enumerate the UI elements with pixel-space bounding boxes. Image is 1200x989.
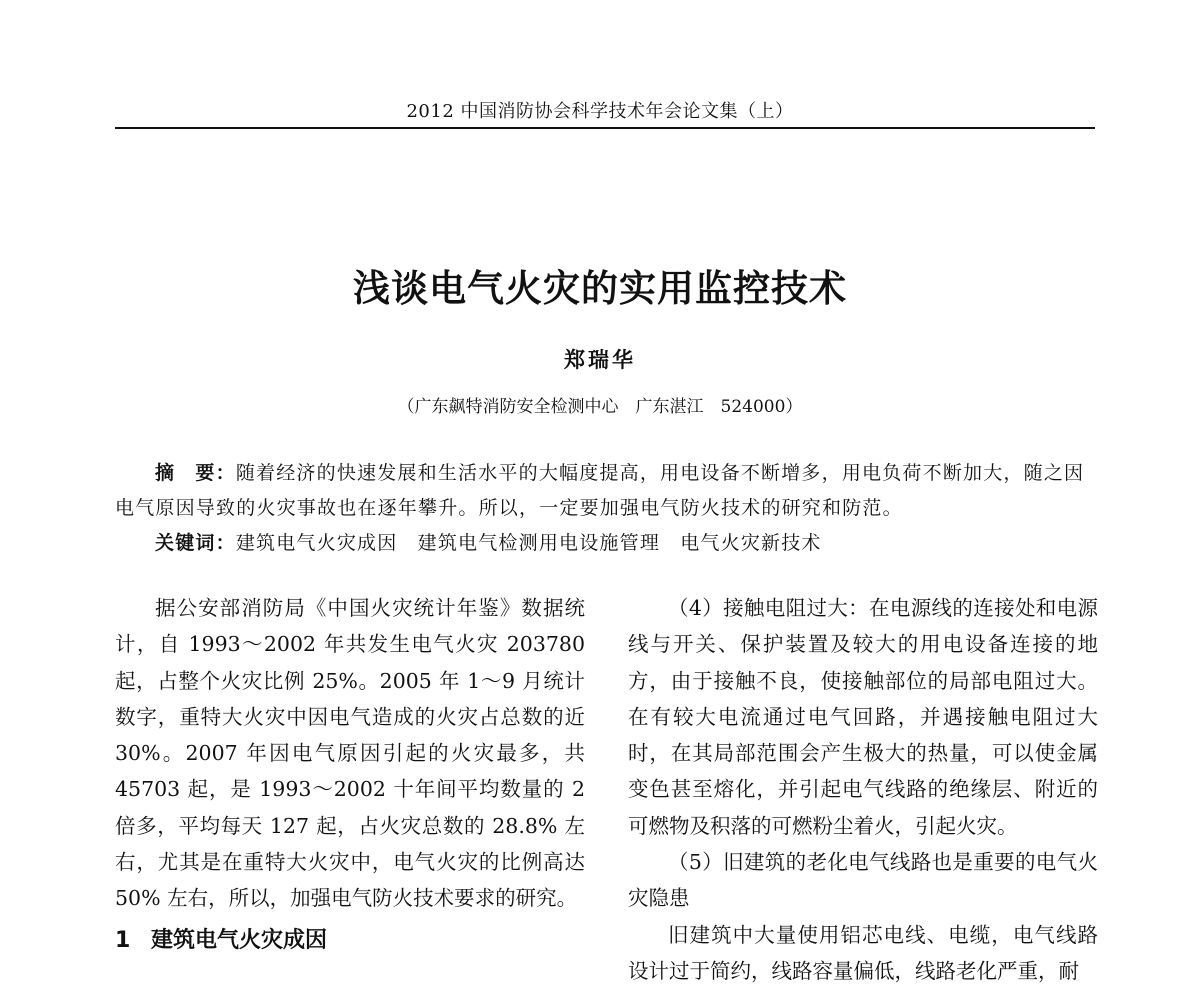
right-column <box>628 590 1098 989</box>
keywords-label: 关键词： <box>155 532 236 554</box>
abstract-block <box>115 456 1095 561</box>
intro-paragraph: 据公安部消防局《中国火灾统计年鉴》数据统计，自 1993～2002 年共发生电气火灾 203780 起，占整个火灾比例 25%。2005 年 1～9 月统计数字，重特大火灾中因电气造成的火灾占总数的近 30%。2007 年因电气原因引起的火灾最多，共 45703 起，是 1993～2002 十年间平均数量的 2 倍多，平均每天 127 起，占火灾总数的 28.8% 左右，尤其是在重特大火灾中，电气火灾的比例高达 50% 左右，所以，加强电气防火技术要求的研究。 <box>115 596 585 911</box>
abstract-text: 随着经济的快速发展和生活水平的大幅度提高，用电设备不断增多，用电负荷不断加大，随之因电气原因导致的火灾事故也在逐年攀升。所以，一定要加强电气防火技术的研究和防范。 <box>115 462 1085 519</box>
abstract-paragraph <box>115 456 1095 526</box>
paper-title: 浅谈电气火灾的实用监控技术 <box>353 266 847 310</box>
section-number: 1 <box>115 927 131 953</box>
aluminum-wire-paragraph: 旧建筑中大量使用铝芯电线、电缆，电气线路设计过于简约，线路容量偏低，线路老化严重，耐 <box>628 922 1098 983</box>
keywords-paragraph <box>115 526 1095 561</box>
old-building-paragraph: （5）旧建筑的老化电气线路也是重要的电气火灾隐患 <box>628 850 1098 911</box>
abstract-label: 摘 要： <box>155 462 236 484</box>
left-column <box>115 590 585 959</box>
keywords-text: 建筑电气火灾成因 建筑电气检测用电设施管理 电气火灾新技术 <box>235 532 822 554</box>
header-rule <box>115 127 1095 129</box>
running-head: 2012 中国消防协会科学技术年会论文集（上） <box>406 101 794 122</box>
author-name: 郑瑞华 <box>564 347 636 372</box>
section-title: 建筑电气火灾成因 <box>151 927 328 953</box>
contact-resistance-paragraph: （4）接触电阻过大：在电源线的连接处和电源线与开关、保护装置及较大的用电设备连接的地方，由于接触不良，使接触部位的局部电阻过大。在有较大电流通过电气回路，并遇接触电阻过大时，在其局部范围会产生极大的热量，可以使金属变色甚至熔化，并引起电气线路的绝缘层、附近的可燃物及积落的可燃粉尘着火，引起火灾。 <box>628 596 1098 838</box>
author-affiliation: （广东飙特消防安全检测中心 广东湛江 524000） <box>397 397 803 417</box>
